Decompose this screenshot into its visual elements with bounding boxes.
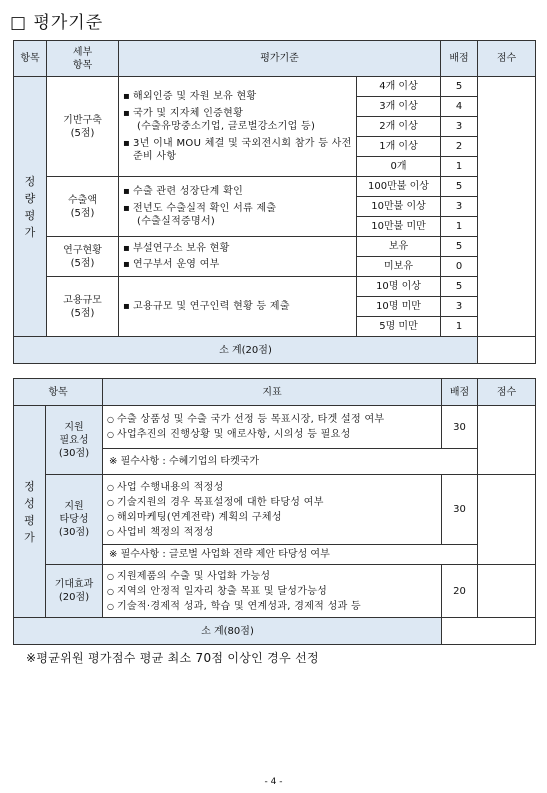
points-cell[interactable] [478, 77, 536, 337]
level-score: 5 [441, 177, 478, 197]
indicator-item: ○ 지역의 안정적 일자리 창출 목표 및 달성가능성 [107, 585, 437, 598]
level-label: 10만불 이상 [357, 197, 441, 217]
header-subitem: 세부 항목 [47, 41, 119, 77]
group-name: 기대효과 (20점) [46, 565, 103, 618]
group-name: 기반구축 (5점) [47, 77, 119, 177]
indicator-score: 20 [442, 565, 478, 618]
level-label: 4개 이상 [357, 77, 441, 97]
subtotal-qualitative: 소 계(80점) [14, 618, 442, 645]
level-score: 0 [441, 257, 478, 277]
header-points: 점수 [478, 41, 536, 77]
level-label: 2개 이상 [357, 117, 441, 137]
group-name: 수출액 (5점) [47, 177, 119, 237]
header-item: 항목 [14, 379, 103, 406]
category-qualitative: 정 성 평 가 [14, 406, 46, 618]
level-label: 10명 미만 [357, 297, 441, 317]
level-label: 3개 이상 [357, 97, 441, 117]
criteria-sub: (수출유망중소기업, 글로벌강소기업 등) [137, 121, 316, 132]
header-indicator: 지표 [103, 379, 442, 406]
criteria-item: ▪ 전년도 수출실적 확인 서류 제출 [123, 202, 352, 215]
level-label: 보유 [357, 237, 441, 257]
level-score: 3 [441, 197, 478, 217]
criteria-item: ▪ 부설연구소 보유 현황 [123, 242, 352, 255]
indicator-item: ○ 기술적·경제적 성과, 학습 및 연계성과, 경제적 성과 등 [107, 600, 437, 613]
indicator-item: ○ 사업비 책정의 적정성 [107, 526, 437, 539]
level-score: 5 [441, 77, 478, 97]
level-score: 1 [441, 317, 478, 337]
indicator-item: ○ 사업 수행내용의 적정성 [107, 481, 437, 494]
indicator-cell [103, 565, 442, 618]
level-score: 1 [441, 157, 478, 177]
level-label: 5명 미만 [357, 317, 441, 337]
page-title: □ 평가기준 [10, 13, 104, 33]
header-item: 항목 [14, 41, 47, 77]
criteria-cell [119, 277, 357, 337]
level-score: 4 [441, 97, 478, 117]
criteria-item: ▪ 수출 관련 성장단계 확인 [123, 185, 352, 198]
qualitative-table [13, 378, 536, 645]
criteria-item: ▪ 3년 이내 MOU 체결 및 국외전시회 참가 등 사전 준비 사항 [123, 137, 352, 163]
indicator-item: ○ 기술지원의 경우 목표설정에 대한 타당성 여부 [107, 496, 437, 509]
level-label: 1개 이상 [357, 137, 441, 157]
header-score: 배점 [441, 41, 478, 77]
criteria-sub: (수출실적증명서) [137, 216, 216, 227]
points-cell[interactable] [478, 475, 536, 565]
group-name: 연구현황 (5점) [47, 237, 119, 277]
level-score: 5 [441, 277, 478, 297]
criteria-item: ▪ 연구부서 운영 여부 [123, 258, 352, 271]
indicator-cell [103, 475, 442, 545]
level-score: 1 [441, 217, 478, 237]
level-score: 2 [441, 137, 478, 157]
selection-footnote: ※평균위원 평가점수 평균 최소 70점 이상인 경우 선정 [26, 651, 319, 665]
level-label: 100만불 이상 [357, 177, 441, 197]
required-note: ※ 필수사항 : 글로벌 사업화 전략 제안 타당성 여부 [103, 545, 478, 565]
group-name: 지원 타당성 (30점) [46, 475, 103, 565]
level-label: 0개 [357, 157, 441, 177]
criteria-item: ▪ 국가 및 지자체 인증현황 [123, 107, 352, 120]
level-label: 10만불 미만 [357, 217, 441, 237]
points-cell[interactable] [478, 565, 536, 618]
indicator-item: ○ 사업추진의 진행상황 및 애로사항, 시의성 등 필요성 [107, 428, 437, 441]
group-name: 지원 필요성 (30점) [46, 406, 103, 475]
group-name: 고용규모 (5점) [47, 277, 119, 337]
header-criteria: 평가기준 [119, 41, 441, 77]
criteria-item: ▪ 고용규모 및 연구인력 현황 등 제출 [123, 300, 352, 313]
subtotal-quantitative: 소 계(20점) [14, 337, 478, 364]
subtotal-points[interactable] [442, 618, 536, 645]
indicator-item: ○ 수출 상품성 및 수출 국가 선정 등 목표시장, 타겟 설정 여부 [107, 413, 437, 426]
indicator-score: 30 [442, 406, 478, 449]
category-quantitative: 정 량 평 가 [14, 77, 47, 337]
header-score: 배점 [442, 379, 478, 406]
required-note: ※ 필수사항 : 수혜기업의 타켓국가 [103, 449, 478, 475]
criteria-cell [119, 77, 357, 177]
level-score: 3 [441, 117, 478, 137]
level-label: 미보유 [357, 257, 441, 277]
points-cell[interactable] [478, 406, 536, 475]
subtotal-points[interactable] [478, 337, 536, 364]
criteria-cell [119, 237, 357, 277]
header-points: 점수 [478, 379, 536, 406]
level-label: 10명 이상 [357, 277, 441, 297]
indicator-item: ○ 지원제품의 수출 및 사업화 가능성 [107, 570, 437, 583]
level-score: 3 [441, 297, 478, 317]
level-score: 5 [441, 237, 478, 257]
indicator-score: 30 [442, 475, 478, 545]
criteria-item: ▪ 해외인증 및 자원 보유 현황 [123, 90, 352, 103]
indicator-item: ○ 해외마케팅(연계전략) 계획의 구체성 [107, 511, 437, 524]
indicator-cell [103, 406, 442, 449]
quantitative-table [13, 40, 536, 364]
criteria-cell [119, 177, 357, 237]
page-number: - 4 - [264, 777, 283, 787]
